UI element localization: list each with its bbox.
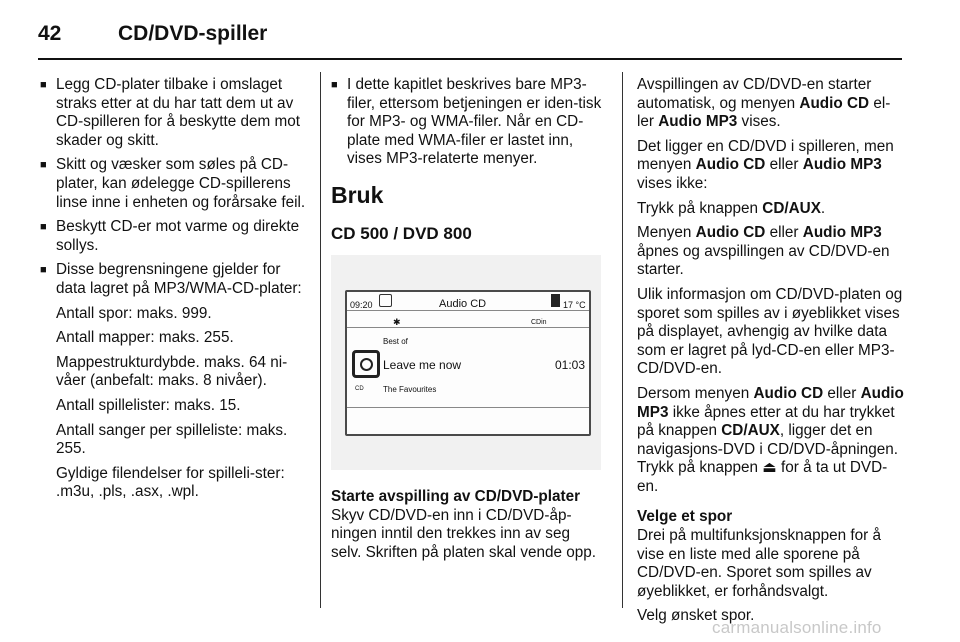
display-sub-bar (347, 311, 589, 328)
limit-item: Antall sanger per spilleliste: maks. 255. (56, 421, 288, 458)
limit-item: Gyldige filendelser for spilleli-ster: .m3u, .pls, .asx, .wpl. (56, 464, 285, 501)
bullet-item: ■ Beskytt CD-er mot varme og direkte sollys. (40, 218, 306, 255)
section-title: Bruk (331, 181, 384, 208)
bullet-list (331, 76, 603, 169)
cd-icon (352, 350, 380, 378)
limit-item: Mappestrukturdybde. maks. 64 ni-våer (anbefalt: maks. 8 nivåer). (56, 353, 288, 390)
bullet-list (40, 76, 306, 299)
bullet-item: ■ Legg CD-plater tilbake i omslaget straks etter at du har tatt dem ut av CD-spilleren for å beskytte dem mot skader og skitt. (40, 76, 306, 150)
display-track-time: 01:03 (554, 357, 585, 372)
radio-display-figure (331, 255, 601, 470)
display-album: Best of (383, 336, 408, 346)
select-text: Drei på multifunksjonsknappen for å vise en liste med alle sporene på CD/DVD-en. Sporet som spilles av øyeblikket, er forhåndsvalgt. (637, 527, 882, 600)
column-3 (637, 76, 905, 632)
display-media-label: CD (355, 385, 364, 392)
paragraph: Avspillingen av CD/DVD-en starter automatisk, og menyen Audio CD el-ler Audio MP3 vises. (637, 76, 891, 131)
display-artist: The Favourites (383, 384, 437, 394)
bullet-item: ■ I dette kapitlet beskrives bare MP3-filer, ettersom betjeningen er iden-tisk for MP3- og WMA-filer. Når en CD-plate med WMA-filer er lastet inn, vises MP3-relaterte menyer. (331, 76, 603, 169)
header-rule (38, 58, 902, 60)
column-divider-1 (320, 72, 321, 608)
limit-item: Antall spor: maks. 999. (56, 304, 212, 322)
page-title: CD/DVD-spiller (118, 22, 268, 45)
page-number: 42 (38, 22, 62, 45)
display-source: Audio CD (439, 297, 487, 310)
display-time: 09:20 (350, 299, 373, 310)
subsection-title: CD 500 / DVD 800 (331, 223, 472, 243)
column-divider-2 (622, 72, 623, 608)
paragraph: Menyen Audio CD eller Audio MP3 åpnes og avspillingen av CD/DVD-en starter. (637, 224, 890, 279)
paragraph: Det ligger en CD/DVD i spilleren, men menyen Audio CD eller Audio MP3 vises ikke: (637, 137, 894, 192)
paragraph: Trykk på knappen CD/AUX. (637, 199, 826, 217)
column-1 (40, 76, 306, 508)
display-input-label: CDin (531, 318, 547, 326)
start-text: Skyv CD/DVD-en inn i CD/DVD-åp-ningen inntil den trekkes inn av seg selv. Skriften på platen skal vende opp. (331, 506, 597, 561)
page-header (38, 14, 900, 60)
bluetooth-icon: ✱ (393, 316, 401, 327)
display-screen (345, 290, 591, 436)
limit-item: Antall spillelister: maks. 15. (56, 396, 241, 414)
select-text-2: Velg ønsket spor. (637, 607, 755, 625)
watermark: carmanualsonline.info (712, 618, 882, 637)
display-temperature: 17 °C (563, 299, 586, 310)
bullet-item: ■ Skitt og væsker som søles på CD-plater, kan ødelegge CD-spillerens linse inne i enheten og forårsake feil. (40, 156, 306, 212)
display-track: Leave me now (383, 357, 462, 372)
paragraph: Dersom menyen Audio CD eller Audio MP3 ikke åpnes etter at du har trykket på knappen CD/AUX, ligger det en navigasjons-DVD i CD/DVD-åpningen. Trykk på knappen ⏏ for å ta ut DVD-en. (637, 384, 904, 495)
display-status-bar (347, 292, 589, 311)
thermometer-icon (551, 294, 560, 307)
start-heading: Starte avspilling av CD/DVD-plater (331, 487, 581, 505)
audio-source-icon (379, 294, 392, 307)
column-2 (331, 76, 603, 568)
display-footer (347, 407, 589, 434)
select-heading: Velge et spor (637, 508, 733, 526)
bullet-item: ■ Disse begrensningene gjelder for data lagret på MP3/WMA-CD-plater: (40, 261, 306, 298)
limit-item: Antall mapper: maks. 255. (56, 329, 234, 347)
paragraph: Ulik informasjon om CD/DVD-platen og sporet som spilles av i øyeblikket vises på displayet, avhengig av hvilke data som er lagret på lyd-CD-en eller MP3-CD/DVD-en. (637, 285, 903, 378)
